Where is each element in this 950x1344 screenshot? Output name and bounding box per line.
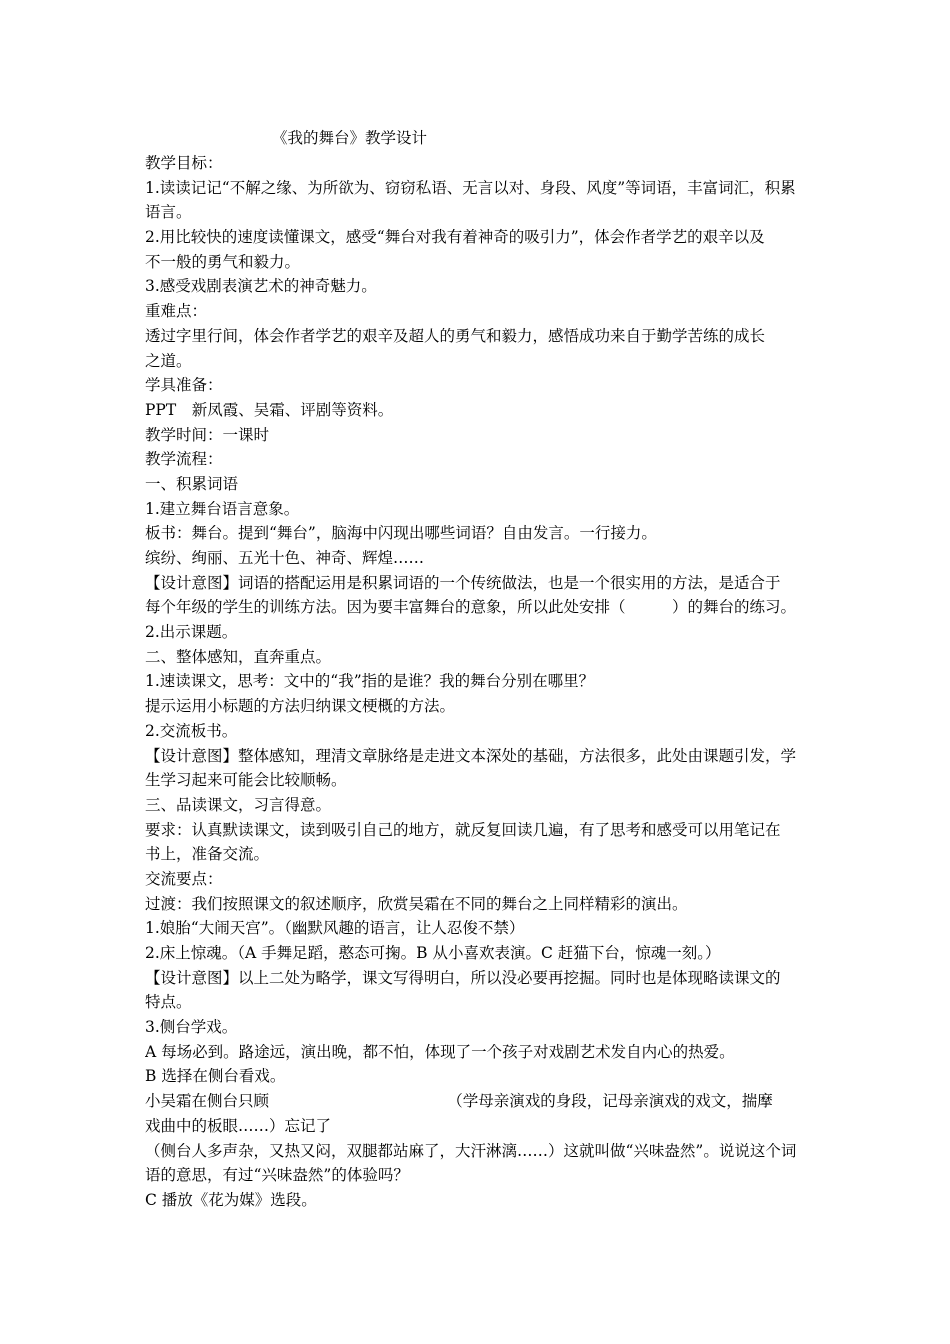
text-line: 特点。 bbox=[145, 993, 192, 1012]
text-line: 二、整体感知，直奔重点。 bbox=[145, 647, 332, 666]
document-title: 《我的舞台》教学设计 bbox=[272, 129, 428, 147]
text-line: 重难点： bbox=[145, 302, 208, 321]
text-line: 2.用比较快的速度读懂课文，感受“舞台对我有着神奇的吸引力”，体会作者学艺的艰辛以及 bbox=[145, 228, 765, 247]
text-line: （侧台人多声杂，又热又闷，双腿都站麻了，大汗淋漓……）这就叫做“兴味盎然”。说说这个词 bbox=[145, 1141, 797, 1160]
text-line: PPT 新凤霞、吴霜、评剧等资料。 bbox=[145, 400, 394, 419]
text-line: 之道。 bbox=[145, 351, 192, 370]
text-line: 透过字里行间，体会作者学艺的艰辛及超人的勇气和毅力，感悟成功来自于勤学苦练的成长 bbox=[145, 326, 766, 345]
text-line: 学具准备： bbox=[145, 376, 223, 395]
text-line: 2.出示课题。 bbox=[145, 623, 238, 642]
text-line: 教学流程： bbox=[145, 450, 223, 469]
text-line: 【设计意图】以上二处为略学，课文写得明白，所以没必要再挖掘。同时也是体现略读课文的 bbox=[145, 968, 781, 987]
text-line: 过渡：我们按照课文的叙述顺序，欣赏吴霜在不同的舞台之上同样精彩的演出。 bbox=[145, 894, 688, 913]
text-line: 2.交流板书。 bbox=[145, 721, 238, 740]
text-line: 交流要点： bbox=[145, 869, 223, 888]
document-body bbox=[145, 151, 813, 1213]
text-line: C 播放《花为媒》选段。 bbox=[145, 1190, 317, 1209]
text-line: 要求：认真默读课文，读到吸引自己的地方，就反复回读几遍，有了思考和感受可以用笔记在 bbox=[145, 820, 781, 839]
text-line: A 每场必到。路途远，演出晚，都不怕，体现了一个孩子对戏剧艺术发自内心的热爱。 bbox=[145, 1042, 735, 1061]
text-line: 1.娘胎“大闹天宫”。（幽默风趣的语言，让人忍俊不禁） bbox=[145, 919, 525, 938]
text-line: 缤纷、绚丽、五光十色、神奇、辉煌…… bbox=[145, 549, 425, 567]
text-line: 生学习起来可能会比较顺畅。 bbox=[145, 771, 347, 790]
text-line: 语言。 bbox=[145, 203, 192, 222]
text-line: 1.速读课文，思考：文中的“我”指的是谁？我的舞台分别在哪里？ bbox=[145, 672, 595, 691]
text-line: 不一般的勇气和毅力。 bbox=[145, 252, 301, 271]
text-line: 一、积累词语 bbox=[145, 474, 239, 493]
text-line: 提示运用小标题的方法归纳课文梗概的方法。 bbox=[145, 697, 456, 716]
text-line: 每个年级的学生的训练方法。因为要丰富舞台的意象，所以此处安排（ ）的舞台的练习。 bbox=[145, 598, 797, 617]
text-line: 戏曲中的板眼……）忘记了 bbox=[145, 1116, 332, 1135]
text-line: 1.建立舞台语言意象。 bbox=[145, 499, 300, 518]
text-line: 3.侧台学戏。 bbox=[145, 1018, 238, 1037]
text-line: 小吴霜在侧台只顾 （学母亲演戏的身段，记母亲演戏的戏文，揣摩 bbox=[145, 1092, 773, 1111]
text-line: 三、品读课文，习言得意。 bbox=[145, 795, 332, 814]
text-line: 【设计意图】整体感知，理清文章脉络是走进文本深处的基础，方法很多，此处由课题引发，学 bbox=[145, 746, 797, 765]
text-line: 教学时间：一课时 bbox=[145, 425, 270, 444]
text-line: B 选择在侧台看戏。 bbox=[145, 1067, 286, 1086]
text-line: 【设计意图】词语的搭配运用是积累词语的一个传统做法，也是一个很实用的方法，是适合于 bbox=[145, 573, 781, 592]
text-line: 教学目标： bbox=[145, 154, 223, 172]
text-line: 3.感受戏剧表演艺术的神奇魅力。 bbox=[145, 277, 377, 296]
text-line: 2.床上惊魂。（A 手舞足蹈，憨态可掬。B 从小喜欢表演。C 赶猫下台，惊魂一刻。） bbox=[145, 944, 721, 962]
text-line: 书上，准备交流。 bbox=[145, 845, 270, 864]
text-line: 1.读读记记“不解之缘、为所欲为、窃窃私语、无言以对、身段、风度”等词语，丰富词汇，积累 bbox=[145, 178, 796, 197]
text-line: 语的意思，有过“兴味盎然”的体验吗？ bbox=[145, 1166, 409, 1185]
text-line: 板书：舞台。提到“舞台”，脑海中闪现出哪些词语？自由发言。一行接力。 bbox=[145, 524, 657, 543]
